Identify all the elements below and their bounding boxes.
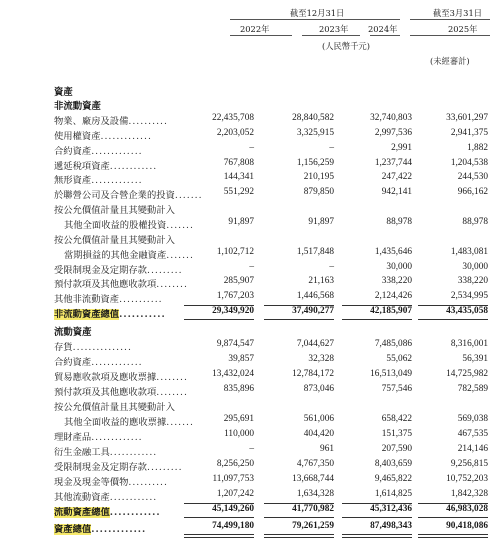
leader-dots: ............ — [109, 492, 158, 503]
leader-dots: ........ — [156, 372, 188, 383]
non_current-row — [54, 217, 488, 231]
cell-2022: 22,435,708 — [212, 113, 254, 123]
cell-2025: 1,483,081 — [450, 246, 488, 257]
subtotal-underline — [184, 503, 254, 504]
label-text: 其他全面收益的股權投資 — [64, 219, 167, 231]
cell-2024: 1,237,744 — [374, 157, 412, 168]
cell-2023: 32,328 — [308, 354, 334, 364]
leader-dots: ........ — [156, 387, 188, 398]
cell-2025: 46,983,028 — [446, 504, 488, 514]
label-text: 使用權資產 — [54, 130, 101, 142]
label-text: 當期損益的其他金融資產 — [64, 249, 167, 261]
cell-2024: 658,422 — [381, 414, 412, 424]
cell-2024: 9,465,822 — [374, 474, 412, 484]
leader-dots: ............ — [109, 507, 161, 518]
label-text: 合約資產 — [54, 145, 92, 157]
cell-2022: 13,432,024 — [212, 369, 254, 379]
cell-2025: 88,978 — [462, 216, 488, 227]
current-row — [54, 369, 488, 383]
cell-2025: 43,435,058 — [446, 306, 488, 317]
cell-2022: 110,000 — [224, 429, 254, 439]
cell-2023: 873,046 — [303, 384, 334, 394]
non_current-row — [54, 158, 488, 172]
leader-dots: ....... — [166, 249, 194, 261]
non_current-row — [54, 276, 488, 290]
label-text: 非流動資產總值 — [54, 309, 120, 321]
cell-2024: 16,513,049 — [370, 369, 412, 379]
cell-2022: 767,808 — [223, 157, 254, 168]
non_current-row-label — [54, 276, 188, 290]
col-2022-header: 2022年 — [240, 24, 270, 34]
cell-2025: 56,391 — [462, 354, 488, 364]
label-text: 資產總值 — [54, 524, 92, 535]
current-row — [54, 521, 488, 535]
cell-2025: 966,162 — [457, 187, 488, 198]
cell-2025: 467,535 — [457, 429, 488, 439]
label-text: 存貨 — [54, 342, 73, 353]
cell-2022: 1,767,203 — [216, 291, 254, 302]
cell-2023: 404,420 — [303, 429, 334, 439]
non_current-row — [54, 262, 488, 276]
cell-2024: 30,000 — [386, 261, 412, 272]
label-text: 理財產品 — [54, 432, 92, 443]
cell-2024: 338,220 — [381, 276, 412, 287]
non_current-row — [54, 202, 488, 216]
col-2024-header: 2024年 — [368, 24, 398, 34]
leader-dots: ............ — [109, 447, 158, 458]
cell-2025: 33,601,297 — [446, 113, 488, 123]
cell-2025: 244,530 — [457, 172, 488, 183]
leader-dots: ........ — [156, 279, 188, 291]
label-text: 預付款項及其他應收款項 — [54, 279, 157, 291]
subtotal-underline — [184, 305, 254, 306]
current-row — [54, 414, 488, 428]
current-row — [54, 474, 488, 488]
non_current-row — [54, 291, 488, 305]
leader-dots: ........... — [119, 309, 166, 321]
current-row — [54, 354, 488, 368]
label-text: 其他非流動資產 — [54, 294, 120, 306]
label-text: 受限制現金及定期存款 — [54, 462, 147, 473]
non_current-row-label — [54, 306, 166, 320]
current-row-label — [54, 459, 183, 473]
label-text: 衍生金融工具 — [54, 447, 110, 458]
header-rule-1 — [230, 19, 400, 20]
cell-2024: 2,997,536 — [374, 127, 412, 138]
label-text: 預付款項及其他應收款項 — [54, 387, 157, 398]
leader-dots: ....... — [166, 219, 194, 231]
non_current-row — [54, 172, 488, 186]
non_current-row-label — [54, 291, 163, 305]
leader-dots: ......... — [146, 462, 183, 473]
col-2025-header: 2025年 — [448, 24, 478, 34]
cell-2025: 30,000 — [462, 261, 488, 272]
current-row-label — [54, 444, 157, 458]
cell-2023: 879,850 — [303, 187, 334, 198]
current-row-label — [54, 429, 143, 443]
double-underline — [342, 534, 412, 538]
subtotal-underline — [342, 305, 412, 306]
cell-2023: 91,897 — [308, 216, 334, 227]
leader-dots: ............. — [91, 175, 143, 187]
subtotal-underline — [184, 517, 254, 518]
label-text: 無形資產 — [54, 175, 92, 187]
non_current-row-label — [54, 158, 157, 172]
current-row-label — [54, 354, 143, 368]
unit-note: (人民幣千元) — [322, 41, 370, 51]
non_current-row — [54, 247, 488, 261]
cell-2023: 561,006 — [303, 414, 334, 424]
cell-2022: 9,874,547 — [216, 339, 254, 349]
non_current-row-label — [54, 262, 183, 276]
current-row — [54, 384, 488, 398]
current-row-label — [54, 399, 175, 413]
cell-2025: 338,220 — [457, 276, 488, 287]
non_current-row-label — [54, 172, 143, 186]
non_current-row-label — [54, 143, 143, 157]
cell-2024: 2,991 — [391, 142, 412, 153]
cell-2023: – — [329, 261, 334, 272]
leader-dots: ....... — [174, 190, 203, 202]
label-text: 其他流動資產 — [54, 492, 110, 503]
subtotal-underline — [264, 503, 334, 504]
subtotal-underline — [418, 517, 488, 518]
cell-2023: 37,490,277 — [292, 306, 334, 317]
label-text: 貿易應收款項及應收票據 — [54, 372, 157, 383]
leader-dots: ............. — [91, 432, 143, 443]
non_current-row — [54, 232, 488, 246]
label-text: 物業、廠房及設備 — [54, 116, 129, 127]
subtotal-underline — [342, 517, 412, 518]
leader-dots: ............. — [100, 130, 152, 142]
current-row — [54, 339, 488, 353]
cell-2025: 9,256,815 — [450, 459, 488, 469]
cell-2024: 55,062 — [386, 354, 412, 364]
leader-dots: ............. — [91, 524, 147, 535]
cell-2023: 1,446,568 — [296, 291, 334, 302]
current-row-label — [54, 474, 168, 488]
header-rule-2 — [410, 19, 490, 20]
current-row-label — [54, 369, 188, 383]
cell-2022: 144,341 — [223, 172, 254, 183]
double-underline — [184, 534, 254, 538]
header-rule-4 — [302, 35, 360, 36]
cell-2023: 7,044,627 — [296, 339, 334, 349]
cell-2023: 28,840,582 — [292, 113, 334, 123]
cell-2022: 1,207,242 — [216, 489, 254, 499]
cell-2023: 41,770,982 — [292, 504, 334, 514]
cell-2023: – — [329, 142, 334, 153]
cell-2023: 1,634,328 — [296, 489, 334, 499]
cell-2025: 1,842,328 — [450, 489, 488, 499]
current-row — [54, 429, 488, 443]
cell-2023: 1,156,259 — [296, 157, 334, 168]
cell-2023: 961 — [320, 444, 334, 454]
header-rule-5 — [370, 35, 400, 36]
cell-2025: 2,941,375 — [450, 127, 488, 138]
current-row — [54, 504, 488, 518]
section-current-assets: 流動資產 — [54, 327, 92, 338]
cell-2025: 214,146 — [457, 444, 488, 454]
cell-2024: 42,185,907 — [370, 306, 412, 317]
current-row — [54, 444, 488, 458]
cell-2023: 13,668,744 — [292, 474, 334, 484]
cell-2024: 32,740,803 — [370, 113, 412, 123]
cell-2022: 29,349,920 — [212, 306, 254, 317]
label-text: 合約資產 — [54, 357, 92, 368]
cell-2023: 3,325,915 — [296, 127, 334, 138]
current-row-label — [54, 504, 161, 518]
label-text: 於聯營公司及合營企業的投資 — [54, 190, 175, 202]
subtotal-underline — [264, 305, 334, 306]
double-underline — [418, 534, 488, 538]
cell-2022: 74,499,180 — [212, 521, 254, 531]
cell-2024: 1,614,825 — [374, 489, 412, 499]
subtotal-underline — [418, 305, 488, 306]
col-2023-header: 2023年 — [319, 24, 349, 34]
cell-2022: – — [249, 261, 254, 272]
current-row-label — [54, 521, 146, 535]
cell-2025: 2,534,995 — [450, 291, 488, 302]
section-non-current-assets: 非流動資產 — [54, 101, 101, 112]
label-text: 受限制現金及定期存款 — [54, 264, 147, 276]
period-header-march: 截至3月31日 — [433, 8, 483, 18]
cell-2022: 39,857 — [228, 354, 254, 364]
label-text: 按公允價值計量且其變動計入 — [54, 205, 175, 217]
cell-2025: 8,316,001 — [450, 339, 488, 349]
cell-2025: 1,882 — [467, 142, 488, 153]
non_current-row-label — [54, 113, 168, 127]
cell-2023: 210,195 — [303, 172, 334, 183]
subtotal-underline — [342, 319, 412, 320]
leader-dots: ............ — [109, 160, 158, 172]
current-row-label — [54, 339, 132, 353]
cell-2022: 835,896 — [223, 384, 254, 394]
cell-2022: 2,203,052 — [216, 127, 254, 138]
cell-2022: – — [249, 444, 254, 454]
cell-2025: 10,752,203 — [446, 474, 488, 484]
double-underline — [264, 534, 334, 538]
header-rule-3 — [230, 35, 292, 36]
subtotal-underline — [264, 517, 334, 518]
leader-dots: ............. — [91, 145, 143, 157]
cell-2022: 551,292 — [223, 187, 254, 198]
cell-2022: 8,256,250 — [216, 459, 254, 469]
subtotal-underline — [418, 319, 488, 320]
cell-2022: – — [249, 142, 254, 153]
non_current-row — [54, 306, 488, 320]
cell-2022: 45,149,260 — [212, 504, 254, 514]
label-text: 現金及現金等價物 — [54, 477, 129, 488]
cell-2023: 79,261,259 — [292, 521, 334, 531]
non_current-row-label — [54, 202, 175, 216]
subtotal-underline — [342, 503, 412, 504]
cell-2024: 2,124,426 — [374, 291, 412, 302]
leader-dots: ....... — [166, 417, 194, 428]
subtotal-underline — [418, 503, 488, 504]
non_current-row — [54, 187, 488, 201]
cell-2025: 782,589 — [457, 384, 488, 394]
cell-2024: 1,435,646 — [374, 246, 412, 257]
header-rule-6 — [410, 35, 490, 36]
label-text: 流動資產總值 — [54, 507, 110, 518]
cell-2024: 757,546 — [381, 384, 412, 394]
cell-2022: 295,691 — [223, 414, 254, 424]
cell-2022: 285,907 — [223, 276, 254, 287]
label-text: 其他全面收益的應收票據 — [64, 417, 167, 428]
non_current-row-label — [54, 128, 152, 142]
leader-dots: ......... — [146, 264, 183, 276]
cell-2023: 12,784,172 — [292, 369, 334, 379]
leader-dots: ............... — [72, 342, 132, 353]
cell-2025: 569,038 — [457, 414, 488, 424]
non_current-row — [54, 128, 488, 142]
subtotal-underline — [184, 319, 254, 320]
period-header-year-end: 截至12月31日 — [290, 8, 345, 18]
cell-2024: 7,485,086 — [374, 339, 412, 349]
cell-2024: 8,403,659 — [374, 459, 412, 469]
current-row-label — [54, 384, 188, 398]
cell-2025: 90,418,086 — [446, 521, 488, 531]
cell-2023: 21,163 — [308, 276, 334, 287]
cell-2025: 1,204,538 — [450, 157, 488, 168]
subtotal-underline — [264, 319, 334, 320]
current-row-label — [54, 489, 157, 503]
cell-2024: 151,375 — [381, 429, 412, 439]
leader-dots: .......... — [128, 477, 168, 488]
current-row — [54, 459, 488, 473]
unaudited-note: (未經審計) — [430, 56, 470, 66]
non_current-row — [54, 113, 488, 127]
current-row — [54, 489, 488, 503]
cell-2022: 91,897 — [228, 216, 254, 227]
section-assets: 資產 — [54, 87, 73, 98]
cell-2025: 14,725,982 — [446, 369, 488, 379]
cell-2024: 207,590 — [381, 444, 412, 454]
label-text: 按公允價值計量且其變動計入 — [54, 234, 175, 246]
cell-2024: 88,978 — [386, 216, 412, 227]
cell-2022: 1,102,712 — [216, 246, 254, 257]
leader-dots: ........... — [119, 294, 163, 306]
non_current-row — [54, 143, 488, 157]
non_current-row-label — [54, 232, 175, 246]
cell-2023: 4,767,350 — [296, 459, 334, 469]
cell-2024: 247,422 — [381, 172, 412, 183]
cell-2024: 942,141 — [381, 187, 412, 198]
label-text: 按公允價值計量且其變動計入 — [54, 402, 175, 413]
cell-2023: 1,517,848 — [296, 246, 334, 257]
leader-dots: .......... — [128, 116, 168, 127]
cell-2022: 11,097,753 — [212, 474, 254, 484]
cell-2024: 87,498,343 — [370, 521, 412, 531]
leader-dots: ............. — [91, 357, 143, 368]
cell-2024: 45,312,436 — [370, 504, 412, 514]
label-text: 遞延稅項資產 — [54, 160, 110, 172]
current-row — [54, 399, 488, 413]
